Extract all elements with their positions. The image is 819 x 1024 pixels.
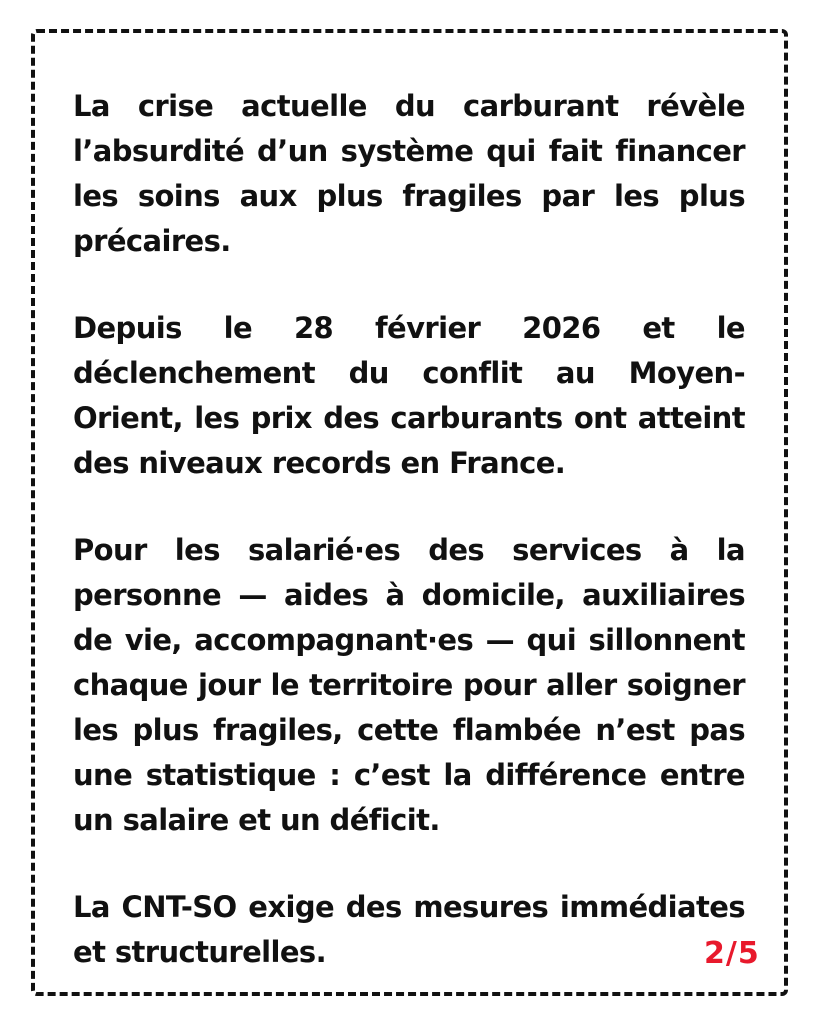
paragraph-context: Depuis le 28 février 2026 et le déclenchement du conflit au Moyen-Orient, les prix des carburants ont atteint des niveaux records en France. [73,311,745,480]
paragraph-demand: La CNT-SO exige des mesures immédiates et structurelles. [73,890,745,969]
text-block [73,84,745,1017]
paragraph-intro: La crise actuelle du carburant révèle l’absurdité d’un système qui fait financer les soins aux plus fragiles par les plus précaires. [73,89,745,258]
page-indicator: 2/5 [704,936,760,971]
paragraph-workers: Pour les salarié·es des services à la personne — aides à domicile, auxiliaires de vie, accompagnant·es — qui sillonnent chaque jour le territoire pour aller soigner les plus fragiles, cette flambée n’est pas une statistique : c’est la différence entre un salaire et un déficit. [73,533,745,837]
